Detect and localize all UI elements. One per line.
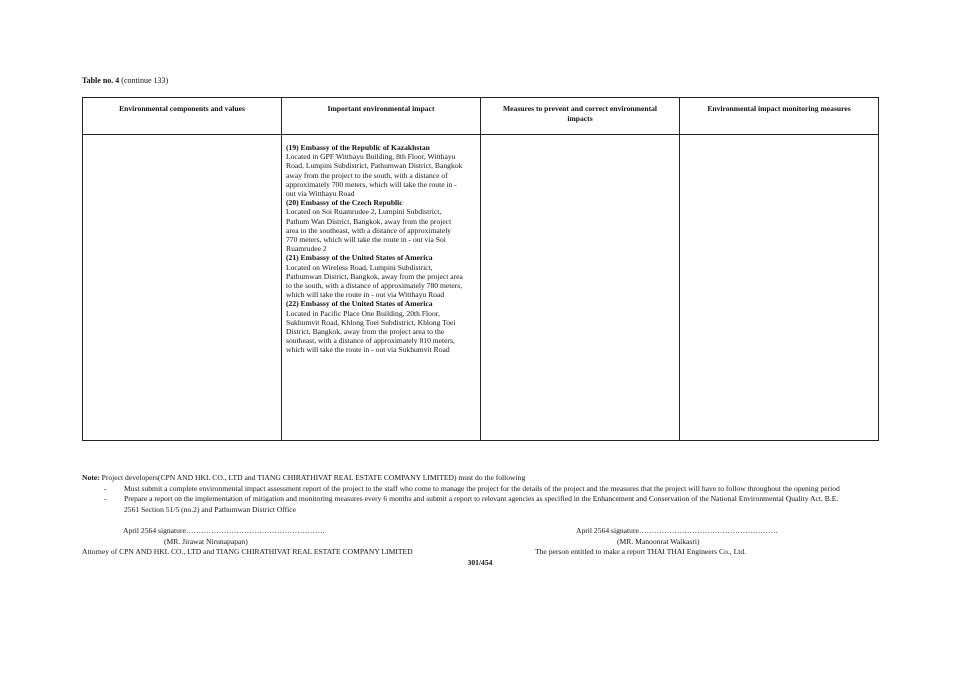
- cell-prevention-measures: [481, 135, 680, 441]
- table-caption-suffix: (continue 133): [119, 76, 169, 85]
- note-heading: [82, 473, 882, 484]
- entry-line: 770 meters, which will take the route in - out via Soi: [286, 235, 446, 245]
- entry-line: Located on Soi Ruamrudee 2, Lumpini Subdistrict,: [286, 207, 442, 217]
- entry-line: which will take the route in - out via Witthayu Road: [286, 290, 445, 300]
- entry-line: to the south, with a distance of approximately 780 meters,: [286, 281, 463, 291]
- impact-entry-21: [286, 253, 476, 299]
- bullet-dash: -: [104, 483, 107, 493]
- cell-monitoring-measures: [680, 135, 879, 441]
- cell-environmental-components: [83, 135, 282, 441]
- entry-line: away from the project to the south, with a distance of: [286, 170, 448, 180]
- entry-line: Pathum Wan District, Bangkok, away from the project: [286, 216, 452, 226]
- bullet-text: Prepare a report on the implementation of mitigation and monitoring measures every 6 months and submit a report to relevant agencies as specified in the Enhancement and Conservation of the National Environmental Quality Act, B.E.: [124, 494, 839, 503]
- impact-entry-20: [286, 198, 476, 253]
- header-monitoring-measures: Environmental impact monitoring measures: [680, 98, 879, 135]
- entry-line: Road, Lumpini Subdistrict, Pathumwan District, Bangkok: [286, 161, 463, 171]
- entry-line: Located in Pacific Place One Building, 20th Floor,: [286, 308, 440, 318]
- signature-left-role: Attorney of CPN AND HKL CO., LTD and TIANG CHIRATHIVAT REAL ESTATE COMPANY LIMITED: [82, 547, 413, 556]
- entry-line: approximately 700 meters, which will take the route in -: [286, 179, 457, 189]
- entry-line: Ruamrudee 2: [286, 244, 327, 254]
- entry-title: (20) Embassy of the Czech Republic: [286, 198, 403, 208]
- table-header-row: [83, 98, 879, 135]
- impact-list: [282, 135, 480, 355]
- entry-line: area to the southeast, with a distance of approximately: [286, 225, 452, 235]
- signature-right-name: (MR. Manoonrat Waikasri): [617, 537, 700, 546]
- entry-title: (21) Embassy of the United States of America: [286, 253, 433, 263]
- entry-line: Pathumwan District, Bangkok, away from the project area: [286, 271, 463, 281]
- header-important-impact: Important environmental impact: [282, 98, 481, 135]
- signature-right-role: The person entitled to make a report THAI THAI Engineers Co., Ltd.: [535, 547, 747, 556]
- page-number: 301/454: [467, 558, 493, 567]
- table-row: [83, 135, 879, 441]
- entry-line: out via Witthayu Road: [286, 189, 355, 199]
- bullet-dash: -: [104, 494, 107, 503]
- note-block: [82, 473, 882, 515]
- bullet-text: 2561 Section 51/5 (no.2) and Pathumwan District Office: [124, 504, 296, 514]
- bullet-text: Must submit a complete environmental impact assessment report of the project to the staff who come to manage the project for the details of the project and the measures that the project will have to follow throughout the opening period: [124, 483, 840, 493]
- table-caption-label: Table no. 4: [82, 76, 120, 85]
- entry-line: Located on Wireless Road, Lumpini Subdistrict,: [286, 262, 433, 272]
- signature-left-line: April 2564 signature……………………………………………….: [123, 526, 325, 535]
- note-bullet-1: [82, 484, 882, 495]
- signature-left-name: (MR. Jirawat Nirunapapan): [164, 537, 248, 546]
- impact-entry-22: [286, 299, 476, 354]
- signature-right-line: April 2564 signature……………………………………………….: [576, 526, 778, 535]
- entry-line: Located in GPF Witthayu Building, 8th Floor, Witthayu: [286, 152, 456, 162]
- note-text: Project developers(CPN AND HKL CO., LTD and TIANG CHIRATHIVAT REAL ESTATE COMPANY LIMITED) must do the following: [99, 473, 526, 482]
- entry-line: Sukhumvit Road, Khlong Toei Subdistrict, Khlong Toei: [286, 317, 456, 327]
- environmental-measures-table: [82, 97, 879, 441]
- note-label: Note:: [82, 473, 100, 482]
- table-caption: [82, 76, 168, 85]
- header-prevention-measures: Measures to prevent and correct environmental impacts: [481, 98, 680, 135]
- entry-line: which will take the route in - out via Sukhumvit Road: [286, 345, 450, 355]
- header-environmental-components: Environmental components and values: [83, 98, 282, 135]
- entry-line: District, Bangkok, away from the project area to the: [286, 327, 445, 337]
- entry-title: (22) Embassy of the United States of America: [286, 299, 433, 309]
- impact-entry-19: [286, 143, 476, 198]
- cell-important-impact: [282, 135, 481, 441]
- note-bullet-2: [82, 494, 882, 515]
- entry-line: southeast, with a distance of approximately 810 meters,: [286, 336, 455, 346]
- entry-title: (19) Embassy of the Republic of Kazakhstan: [286, 143, 430, 152]
